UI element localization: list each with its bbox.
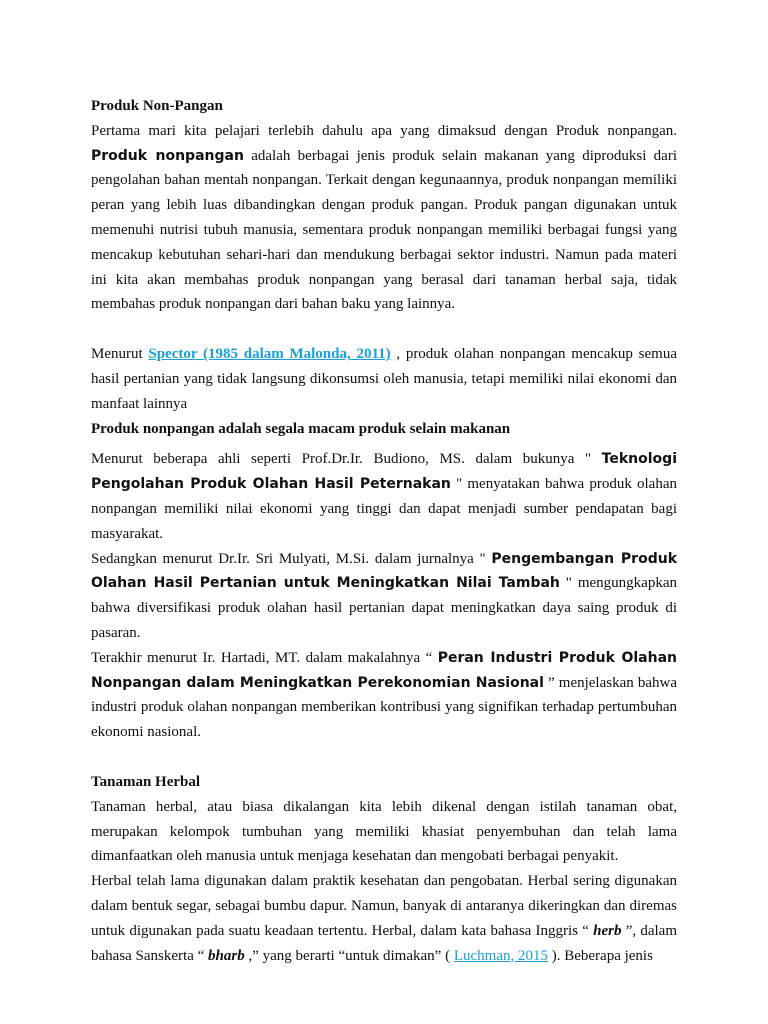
spacer bbox=[91, 317, 677, 342]
text: Terakhir menurut Ir. Hartadi, MT. dalam makalahnya “ bbox=[91, 649, 438, 666]
text: " menyatakan bahwa produk olahan nonpangan memiliki nilai ekonomi yang tinggi dan dapat menjadi sumber pendapatan bagi masyarakat. bbox=[91, 476, 677, 542]
paragraph-herbal-definition: Tanaman herbal, atau biasa dikalangan kita lebih dikenal dengan istilah tanaman obat, merupakan kelompok tumbuhan yang memiliki khasiat penyembuhan dan telah lama dimanfaatkan oleh manusia untuk menjaga kesehatan dan mengobati berbagai penyakit. bbox=[91, 798, 677, 865]
citation-link-luchman[interactable]: Luchman, 2015 bbox=[453, 947, 548, 964]
paragraph-intro bbox=[91, 119, 677, 317]
italic-term-herb: herb bbox=[593, 922, 622, 939]
section-heading-tanaman-herbal: Tanaman Herbal bbox=[91, 773, 201, 790]
italic-term-bharb: bharb bbox=[208, 947, 245, 964]
paragraph-herbal-usage bbox=[91, 869, 677, 968]
spacer bbox=[91, 745, 677, 770]
text: Menurut beberapa ahli seperti Prof.Dr.Ir. Budiono, MS. dalam bukunya " bbox=[91, 451, 602, 468]
text: , produk olahan nonpangan mencakup semua hasil pertanian yang tidak langsung dikonsumsi oleh manusia, tetapi memiliki nilai ekonomi dan manfaat lainnya bbox=[91, 346, 677, 412]
bold-journal-title: Pengembangan Produk Olahan Hasil Pertanian untuk Meningkatkan Nilai Tambah bbox=[91, 550, 678, 592]
bold-term: Produk nonpangan bbox=[91, 147, 244, 164]
text: " mengungkapkan bahwa diversifikasi produk olahan hasil pertanian dapat meningkatkan daya saing produk di pasaran. bbox=[91, 575, 677, 641]
paragraph-budiono bbox=[91, 447, 677, 546]
text: Sedangkan menurut Dr.Ir. Sri Mulyati, M.Si. dalam jurnalnya " bbox=[91, 550, 492, 567]
document-content bbox=[91, 94, 677, 968]
text: adalah berbagai jenis produk selain makanan yang diproduksi dari pengolahan bahan mentah nonpangan. Terkait dengan kegunaannya, produk nonpangan memiliki peran yang lebih luas dibandingkan dengan produk pangan. Produk pangan digunakan untuk memenuhi nutrisi tubuh manusia, sementara produk nonpangan memiliki berbagai fungsi yang mencakup kebutuhan sehari-hari dan mendukung berbagai sektor industri. Namun pada materi ini kita akan membahas produk nonpangan yang berasal dari tanaman herbal saja, tidak membahas produk nonpangan dari bahan baku yang lainnya. bbox=[91, 147, 677, 313]
paragraph-spector bbox=[91, 342, 677, 416]
paragraph-hartadi bbox=[91, 646, 677, 745]
section-heading-produk-non-pangan: Produk Non-Pangan bbox=[91, 98, 223, 114]
bold-paper-title: Peran Industri Produk Olahan Nonpangan dalam Meningkatkan Perekonomian Nasional bbox=[91, 649, 677, 691]
text: Herbal telah lama digunakan dalam praktik kesehatan dan pengobatan. Herbal sering digunakan dalam bentuk segar, sebagai bumbu dapur. Namun, banyak di antaranya dikeringkan dan diremas untuk digunakan pada suatu keadaan tertentu. Herbal, dalam kata bahasa Inggris “ bbox=[91, 873, 677, 939]
bold-book-title: Teknologi Pengolahan Produk Olahan Hasil Peternakan bbox=[91, 451, 677, 493]
text: Menurut bbox=[91, 346, 149, 363]
subheading-definition: Produk nonpangan adalah segala macam produk selain makanan bbox=[91, 420, 511, 437]
text: Pertama mari kita pelajari terlebih dahulu apa yang dimaksud dengan Produk nonpangan. bbox=[91, 122, 677, 139]
text: ”, dalam bahasa Sanskerta “ bbox=[91, 922, 678, 964]
text: ” menjelaskan bahwa industri produk olahan nonpangan memberikan kontribusi yang signifikan terhadap pertumbuhan ekonomi nasional. bbox=[91, 674, 677, 741]
citation-link-spector[interactable]: Spector (1985 dalam Malonda, 2011) bbox=[148, 346, 391, 363]
paragraph-mulyati bbox=[91, 547, 677, 646]
text: ). Beberapa jenis bbox=[547, 947, 653, 964]
text: ,” yang berarti “untuk dimakan” ( bbox=[244, 947, 454, 964]
